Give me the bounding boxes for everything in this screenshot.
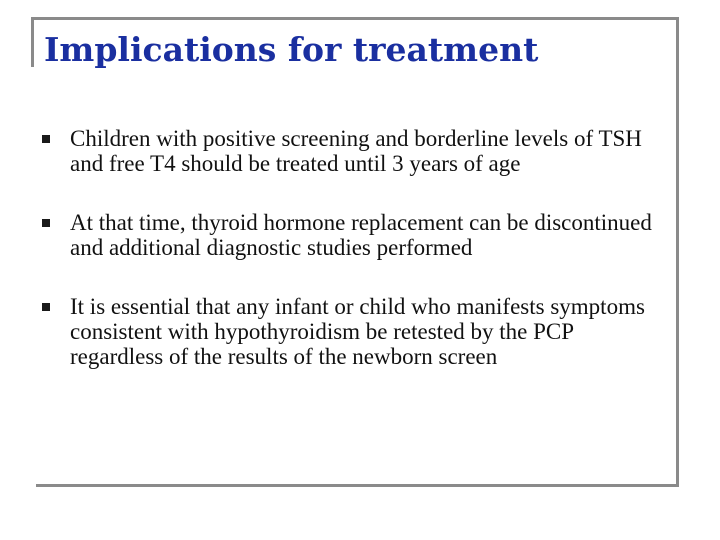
bullet-item	[38, 294, 663, 369]
bullet-item	[38, 210, 663, 260]
frame-left-line	[31, 17, 34, 67]
square-bullet-icon	[42, 219, 50, 227]
square-bullet-icon	[42, 303, 50, 311]
bullet-text: At that time, thyroid hormone replacement can be discontinued and additional diagnostic studies performed	[70, 210, 652, 260]
slide-title: Implications for treatment	[44, 30, 539, 69]
frame-top-line	[31, 17, 679, 20]
frame-right-line	[676, 17, 679, 487]
square-bullet-icon	[42, 135, 50, 143]
bullet-text: It is essential that any infant or child who manifests symptoms consistent with hypothyroidism be retested by the PCP regardless of the results of the newborn screen	[70, 294, 645, 369]
bullet-text: Children with positive screening and borderline levels of TSH and free T4 should be treated until 3 years of age	[70, 126, 642, 176]
frame-bottom-line	[36, 484, 679, 487]
bullet-item	[38, 126, 663, 176]
bullet-list	[38, 126, 663, 403]
